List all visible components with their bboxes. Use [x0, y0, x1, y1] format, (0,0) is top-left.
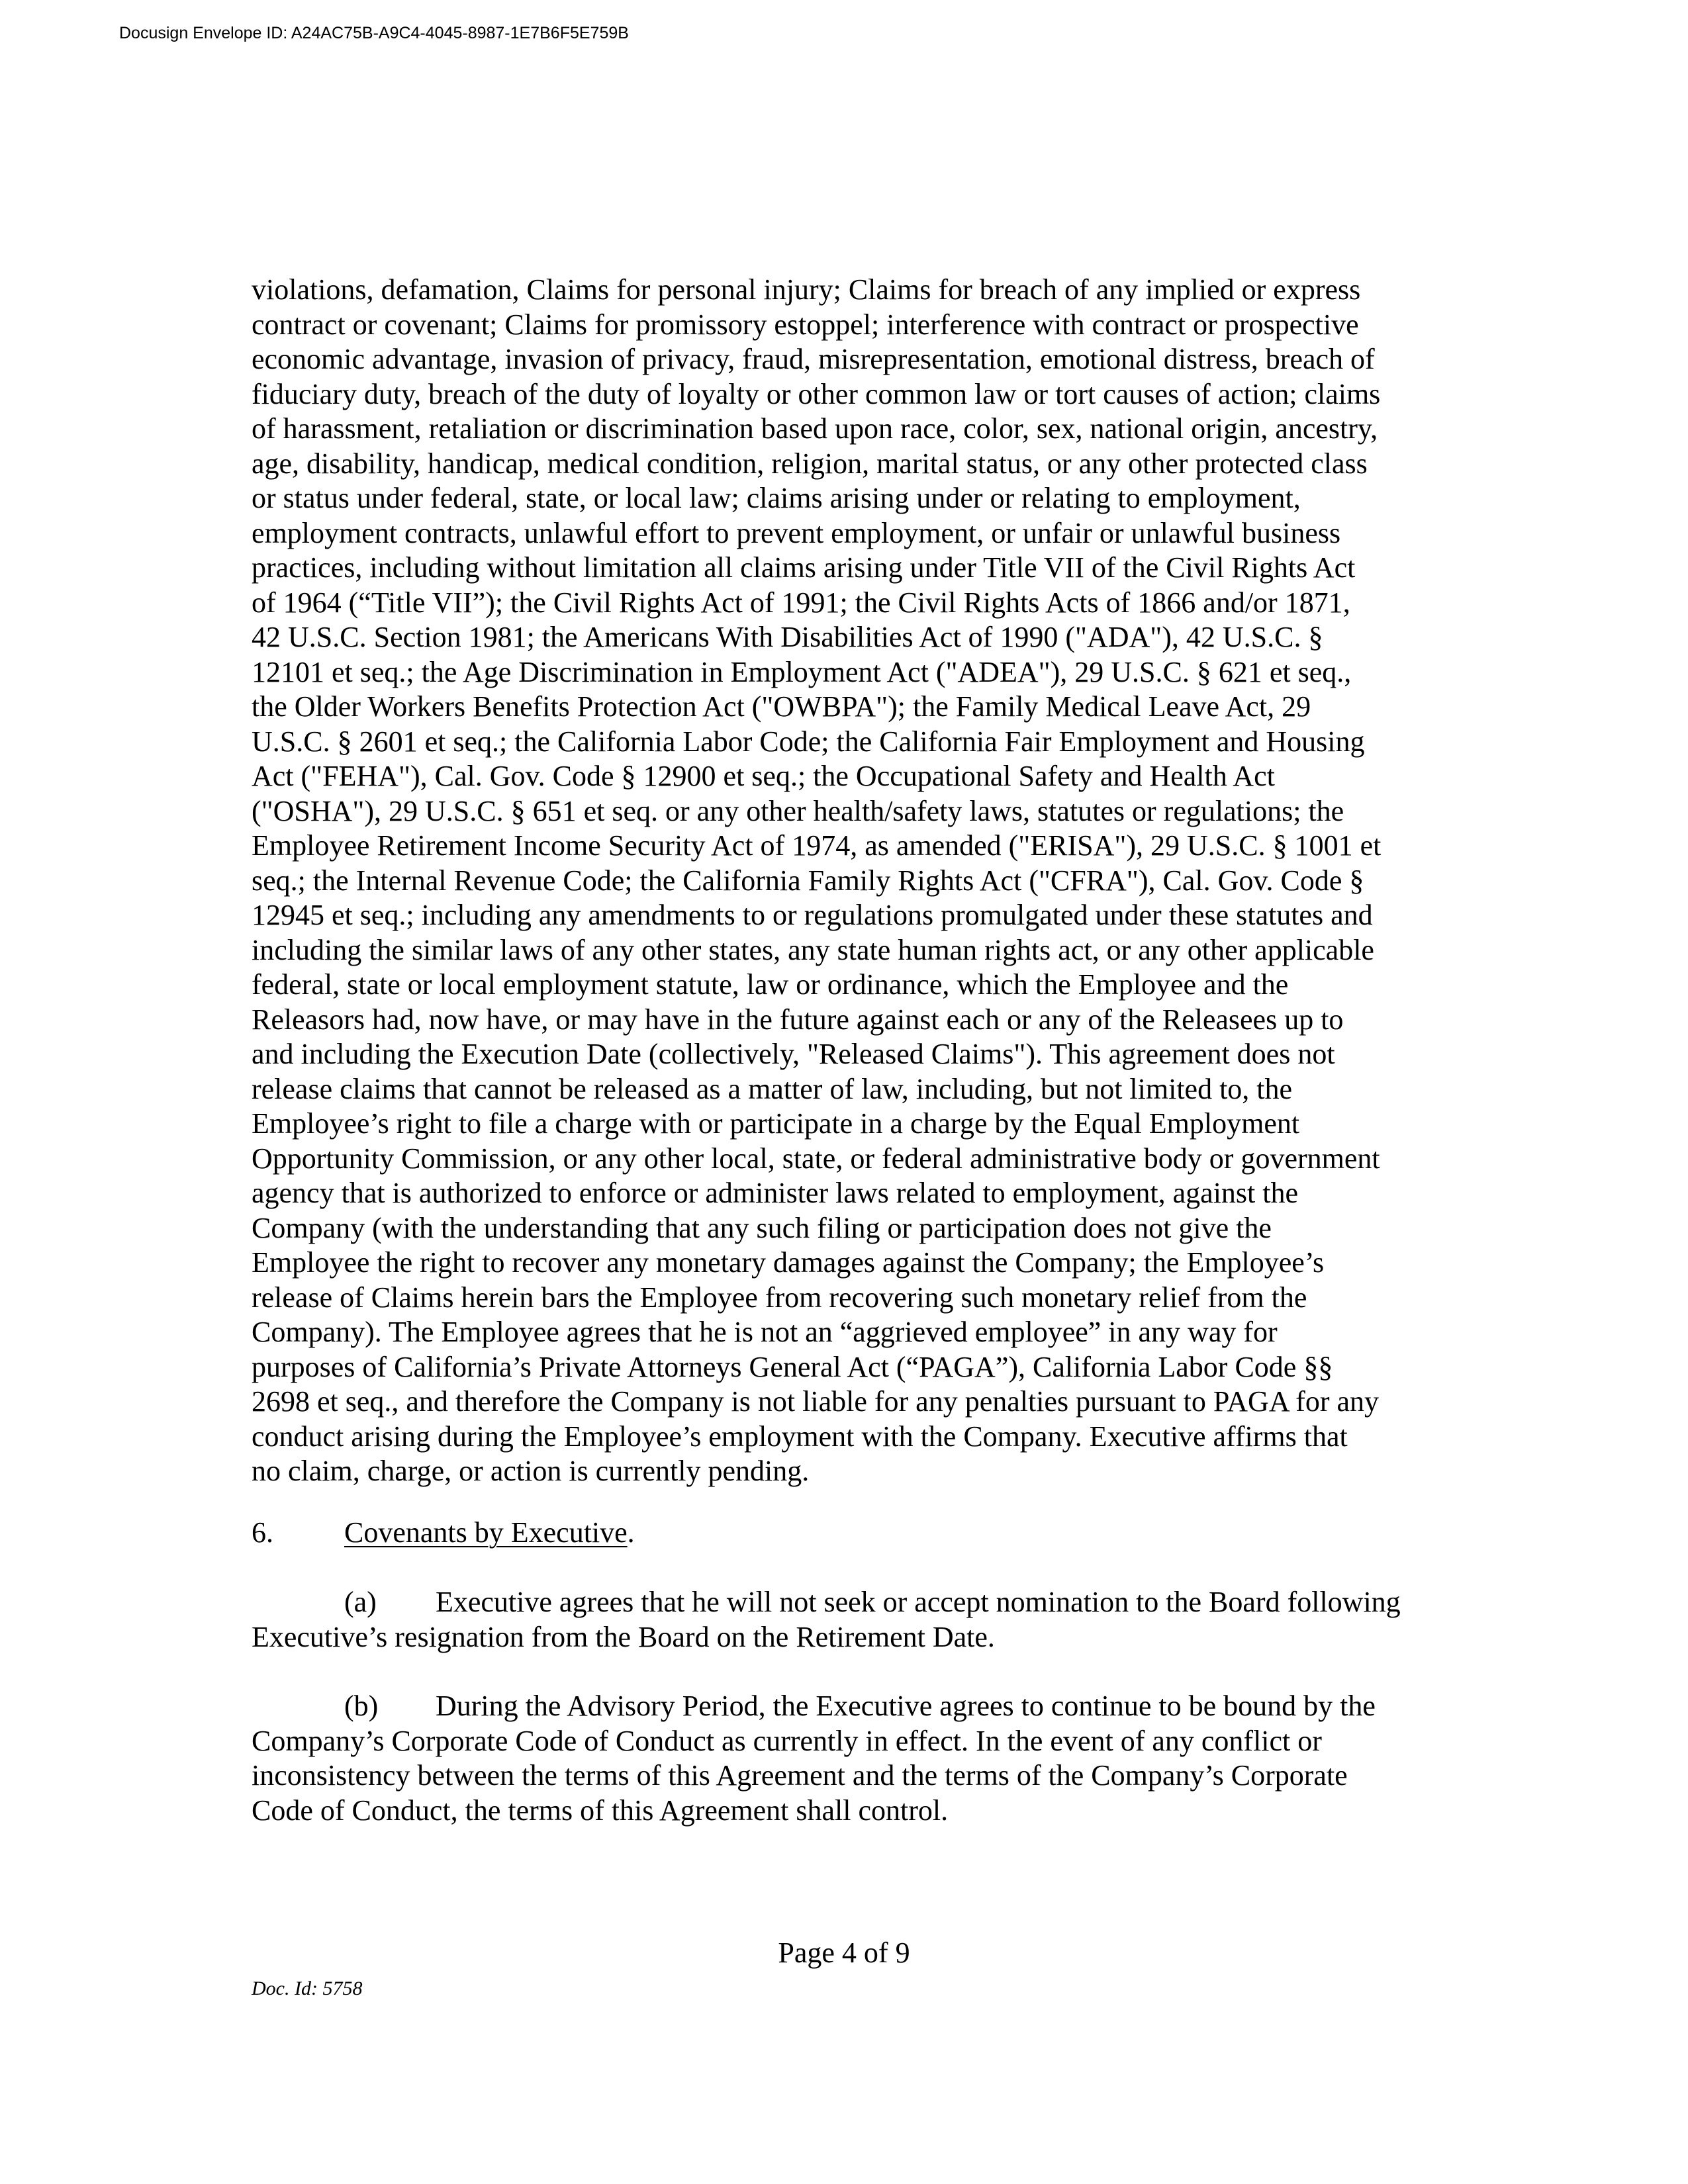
body-line: 2698 et seq., and therefore the Company is not liable for any penalties pursuant to PAGA for any	[252, 1385, 1380, 1418]
section-6-heading	[252, 1516, 635, 1551]
paragraph-line: Executive’s resignation from the Board on the Retirement Date.	[252, 1620, 995, 1653]
body-line: Employee the right to recover any monetary damages against the Company; the Employee’s	[252, 1246, 1325, 1279]
body-line: agency that is authorized to enforce or administer laws related to employment, against the	[252, 1177, 1299, 1209]
item-marker: (b)	[344, 1690, 379, 1722]
paragraph-text: Executive agrees that he will not seek or accept nomination to the Board following	[436, 1586, 1401, 1618]
body-line: ("OSHA"), 29 U.S.C. § 651 et seq. or any other health/safety laws, statutes or regulations; the	[252, 794, 1344, 827]
body-line: Opportunity Commission, or any other local, state, or federal administrative body or government	[252, 1142, 1380, 1175]
covenant-a-paragraph	[252, 1585, 1430, 1655]
paragraph-line: inconsistency between the terms of this Agreement and the terms of the Company’s Corporate	[252, 1759, 1348, 1792]
body-line: U.S.C. § 2601 et seq.; the California Labor Code; the California Fair Employment and Housing	[252, 725, 1365, 758]
section-title-period: .	[627, 1516, 635, 1549]
body-line: and including the Execution Date (collectively, "Released Claims"). This agreement does not	[252, 1038, 1335, 1070]
section-number: 6.	[252, 1516, 273, 1549]
body-line: contract or covenant; Claims for promissory estoppel; interference with contract or prospective	[252, 308, 1359, 341]
body-line: Releasors had, now have, or may have in the future against each or any of the Releasees up to	[252, 1003, 1344, 1036]
body-line: of 1964 (“Title VII”); the Civil Rights Act of 1991; the Civil Rights Acts of 1866 and/or 1871,	[252, 586, 1350, 619]
body-line: Company). The Employee agrees that he is not an “aggrieved employee” in any way for	[252, 1316, 1278, 1348]
item-marker: (a)	[344, 1586, 377, 1618]
body-line: fiduciary duty, breach of the duty of loyalty or other common law or tort causes of action; claims	[252, 377, 1381, 410]
body-line: release claims that cannot be released as a matter of law, including, but not limited to, the	[252, 1072, 1293, 1105]
paragraph-line	[252, 1689, 1430, 1724]
paragraph-line	[252, 1585, 1430, 1620]
doc-id: Doc. Id: 5758	[252, 1978, 363, 1999]
body-line: age, disability, handicap, medical condition, religion, marital status, or any other protected class	[252, 447, 1368, 480]
body-line: of harassment, retaliation or discrimination based upon race, color, sex, national origin, ancestry,	[252, 412, 1378, 445]
body-line: purposes of California’s Private Attorneys General Act (“PAGA”), California Labor Code §§	[252, 1350, 1333, 1383]
paragraph-line: Company’s Corporate Code of Conduct as currently in effect. In the event of any conflict or	[252, 1724, 1322, 1757]
envelope-id: Docusign Envelope ID: A24AC75B-A9C4-4045-8987-1E7B6F5E759B	[119, 24, 629, 42]
paragraph-line: Code of Conduct, the terms of this Agreement shall control.	[252, 1794, 949, 1827]
body-line: 12101 et seq.; the Age Discrimination in Employment Act ("ADEA"), 29 U.S.C. § 621 et seq.,	[252, 655, 1352, 688]
body-line: including the similar laws of any other states, any state human rights act, or any other applicable	[252, 933, 1374, 966]
body-line: seq.; the Internal Revenue Code; the California Family Rights Act ("CFRA"), Cal. Gov. Code §	[252, 864, 1364, 897]
body-line: 12945 et seq.; including any amendments to or regulations promulgated under these statutes and	[252, 899, 1373, 931]
paragraph-text: During the Advisory Period, the Executive agrees to continue to be bound by the	[436, 1690, 1376, 1722]
body-line: 42 U.S.C. Section 1981; the Americans With Disabilities Act of 1990 ("ADA"), 42 U.S.C. §	[252, 621, 1323, 653]
release-clause-text	[252, 273, 1430, 1489]
covenant-b-paragraph	[252, 1689, 1430, 1828]
body-line: economic advantage, invasion of privacy, fraud, misrepresentation, emotional distress, breach of	[252, 343, 1375, 375]
body-line: conduct arising during the Employee’s employment with the Company. Executive affirms that	[252, 1420, 1348, 1453]
body-line: federal, state or local employment statute, law or ordinance, which the Employee and the	[252, 968, 1289, 1001]
body-line: Employee Retirement Income Security Act of 1974, as amended ("ERISA"), 29 U.S.C. § 1001 et	[252, 829, 1382, 862]
body-line: the Older Workers Benefits Protection Act ("OWBPA"); the Family Medical Leave Act, 29	[252, 690, 1311, 723]
body-line: employment contracts, unlawful effort to prevent employment, or unfair or unlawful business	[252, 516, 1341, 549]
body-line: violations, defamation, Claims for personal injury; Claims for breach of any implied or express	[252, 273, 1361, 306]
body-line: Employee’s right to file a charge with or participate in a charge by the Equal Employment	[252, 1107, 1300, 1140]
body-line: practices, including without limitation all claims arising under Title VII of the Civil Rights Act	[252, 551, 1356, 584]
body-line: no claim, charge, or action is currently pending.	[252, 1455, 810, 1487]
section-title: Covenants by Executive	[344, 1516, 628, 1549]
body-line: release of Claims herein bars the Employee from recovering such monetary relief from the	[252, 1281, 1307, 1314]
body-line: Act ("FEHA"), Cal. Gov. Code § 12900 et seq.; the Occupational Safety and Health Act	[252, 760, 1275, 792]
body-line: Company (with the understanding that any such filing or participation does not give the	[252, 1211, 1272, 1244]
body-line: or status under federal, state, or local law; claims arising under or relating to employment,	[252, 482, 1301, 514]
page-number: Page 4 of 9	[778, 1936, 910, 1969]
